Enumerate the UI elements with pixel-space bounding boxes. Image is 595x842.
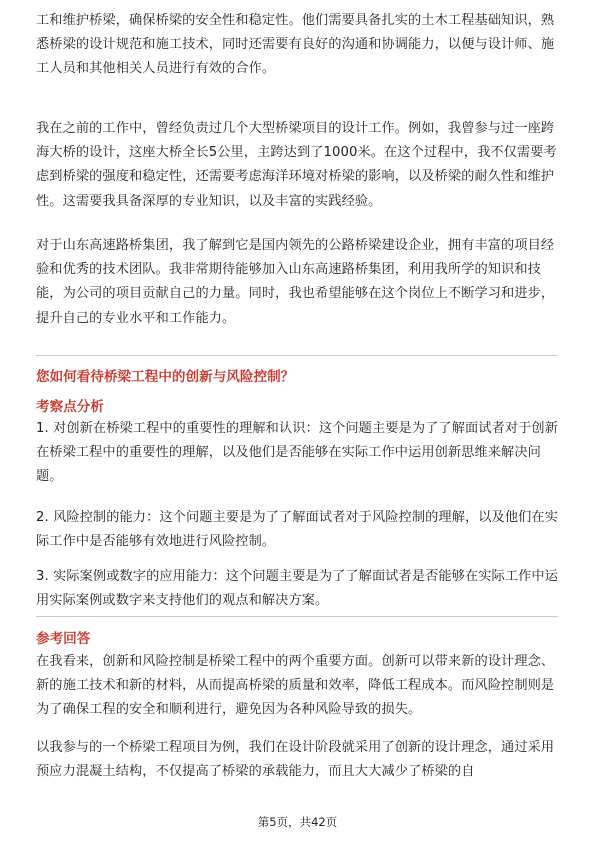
question-heading: 您如何看待桥梁工程中的创新与风险控制？ bbox=[36, 369, 295, 385]
intro-paragraph-2: 我在之前的工作中，曾经负责过几个大型桥梁项目的设计工作。例如，我曾参与过一座跨海大桥的设计，这座大桥全长5公里，主跨达到了1000米。在这个过程中，我不仅需要考虑到桥梁的强度和稳定性，还需要考虑海洋环境对桥梁的影响，以及桥梁的耐久性和维护性。这需要我具备深厚的专业知识，以及丰富的实践经验。 bbox=[36, 121, 557, 209]
analysis-title: 考察点分析 bbox=[36, 399, 104, 415]
answer-paragraph-1: 在我看来，创新和风险控制是桥梁工程中的两个重要方面。创新可以带来新的设计理念、新的施工技术和新的材料，从而提高桥梁的质量和效率，降低工程成本。而风险控制则是为了确保工程的安全和顺利进行，避免因为各种风险导致的损失。 bbox=[36, 654, 555, 718]
page-number: 第5页，共42页 bbox=[257, 815, 338, 829]
analysis-item-3: 3. 实际案例或数字的应用能力：这个问题主要是为了了解面试者是否能够在实际工作中运用实际案例或数字来支持他们的观点和解决方案。 bbox=[36, 569, 558, 609]
analysis-item-2: 2. 风险控制的能力：这个问题主要是为了了解面试者对于风险控制的理解，以及他们在实际工作中是否能够有效地进行风险控制。 bbox=[36, 510, 558, 550]
divider bbox=[36, 355, 558, 356]
divider bbox=[36, 616, 558, 617]
analysis-item-1: 1. 对创新在桥梁工程中的重要性的理解和认识：这个问题主要是为了了解面试者对于创新在桥梁工程中的重要性的理解，以及他们是否能够在实际工作中运用创新思维来解决问题。 bbox=[36, 421, 558, 485]
intro-paragraph-1: 工和维护桥梁，确保桥梁的安全性和稳定性。他们需要具备扎实的土木工程基础知识，熟悉桥梁的设计规范和施工技术，同时还需要有良好的沟通和协调能力，以便与设计师、施工人员和其他相关人员进行有效的合作。 bbox=[36, 13, 555, 77]
intro-paragraph-3: 对于山东高速路桥集团，我了解到它是国内领先的公路桥梁建设企业，拥有丰富的项目经验和优秀的技术团队。我非常期待能够加入山东高速路桥集团，利用我所学的知识和技能，为公司的项目贡献自己的力量。同时，我也希望能够在这个岗位上不断学习和进步，提升自己的专业水平和工作能力。 bbox=[36, 238, 555, 326]
answer-paragraph-2: 以我参与的一个桥梁工程项目为例，我们在设计阶段就采用了创新的设计理念，通过采用预应力混凝土结构，不仅提高了桥梁的承载能力，而且大大减少了桥梁的自 bbox=[36, 740, 555, 780]
answer-title: 参考回答 bbox=[36, 631, 91, 647]
